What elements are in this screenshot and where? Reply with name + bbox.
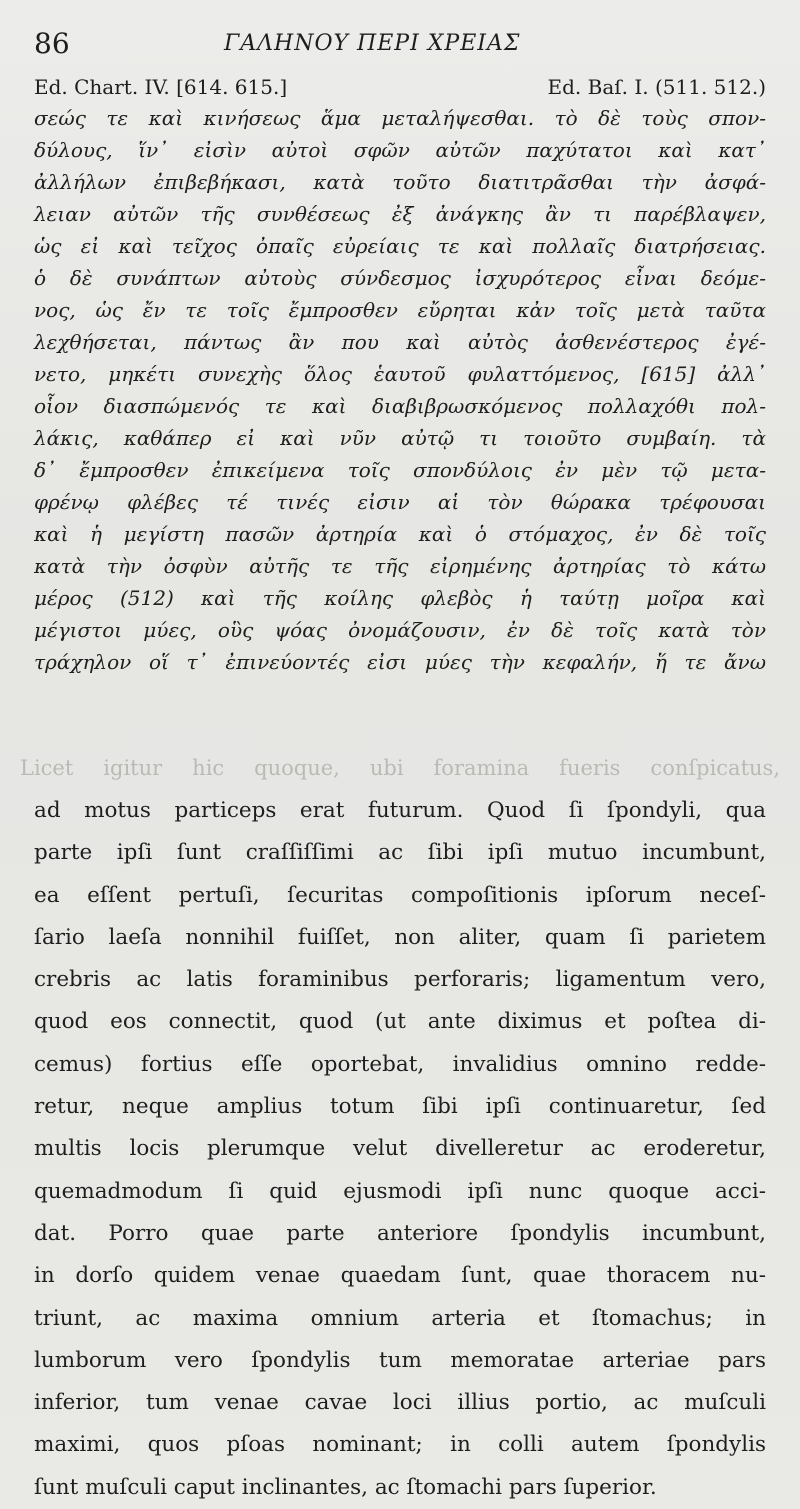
greek-line: σεώς τε καὶ κινήσεως ἅμα μεταλήψεσθαι. τὸ δὲ τοὺς σπον- <box>34 106 766 130</box>
greek-line: δύλους, ἵν᾽ εἰσὶν αὐτοὶ σφῶν αὐτῶν παχύτατοι καὶ κατ᾽ <box>34 138 766 162</box>
greek-text-block <box>34 102 766 678</box>
greek-line: νετο, μηκέτι συνεχὴς ὅλος ἑαυτοῦ φυλαττόμενος, [615] ἀλλ᾽ <box>34 362 766 386</box>
greek-line: ὁ δὲ συνάπτων αὐτοὺς σύνδεσμος ἰσχυρότερος εἶναι δεόμε- <box>34 266 766 290</box>
greek-line: λειαν αὐτῶν τῆς συνθέσεως ἐξ ἀνάγκης ἂν τι παρέβλαψεν, <box>34 202 766 226</box>
latin-line: in dorſo quidem venae quaedam ſunt, quae thoracem nu- <box>34 1263 766 1289</box>
greek-line: λεχθήσεται, πάντως ἂν που καὶ αὐτὸς ἀσθενέστερος ἐγέ- <box>34 330 766 354</box>
bleed-through-text: Licet igitur hic quoque, ubi foramina fueris conſpicatus, <box>20 756 780 780</box>
latin-line: crebris ac latis foraminibus perforaris; ligamentum vero, <box>34 967 766 993</box>
greek-line: μέγιστοι μύες, οὓς ψόας ὀνομάζουσιν, ἐν δὲ τοῖς κατὰ τὸν <box>34 618 766 642</box>
latin-line: triunt, ac maxima omnium arteria et ſtomachus; in <box>34 1305 766 1331</box>
greek-line: τράχηλον οἵ τ᾽ ἐπινεύοντές εἰσι μύες τὴν κεφαλήν, ἥ τε ἄνω <box>34 650 766 674</box>
greek-line: ὡς εἰ καὶ τεῖχος ὀπαῖς εὐρείαις τε καὶ πολλαῖς διατρήσειας. <box>34 234 766 258</box>
greek-line: νος, ὡς ἔν τε τοῖς ἔμπροσθεν εὔρηται κἀν τοῖς μετὰ ταῦτα <box>34 298 766 322</box>
latin-line: parte ipſi ſunt craſſiſſimi ac ſibi ipſi mutuo incumbunt, <box>34 840 766 866</box>
edition-references <box>34 72 766 102</box>
latin-line: inferior, tum venae cavae loci illius portio, ac muſculi <box>34 1390 766 1416</box>
latin-line: ſario laeſa nonnihil fuiſſet, non aliter, quam ſi parietem <box>34 924 766 950</box>
running-head <box>34 26 766 62</box>
edition-chartier: Ed. Chart. IV. [614. 615.] <box>34 75 288 99</box>
latin-line: ea eſſent pertuſi, ſecuritas compoſitionis ipſorum neceſ- <box>34 882 766 908</box>
latin-line: ſunt muſculi caput inclinantes, ac ſtomachi pars ſuperior. <box>34 1474 657 1500</box>
edition-basel: Ed. Baſ. I. (511. 512.) <box>547 75 766 99</box>
latin-line: quod eos connectit, quod (ut ante diximus et poſtea di- <box>34 1009 766 1035</box>
latin-line: quemadmodum ſi quid ejusmodi ipſi nunc quoque acci- <box>34 1178 766 1204</box>
latin-line: dat. Porro quae parte anteriore ſpondylis incumbunt, <box>34 1220 766 1246</box>
page-number: 86 <box>34 27 70 60</box>
latin-line: cemus) fortius eſſe oportebat, invalidius omnino redde- <box>34 1051 766 1077</box>
latin-line: ad motus particeps erat futurum. Quod ſi ſpondyli, qua <box>34 798 766 823</box>
latin-text-block <box>34 790 766 1509</box>
latin-line: maximi, quos pſoas nominant; in colli autem ſpondylis <box>34 1432 766 1458</box>
greek-line: καὶ ἡ μεγίστη πασῶν ἀρτηρία καὶ ὁ στόμαχος, ἐν δὲ τοῖς <box>34 522 766 546</box>
greek-line: ἀλλήλων ἐπιβεβήκασι, κατὰ τοῦτο διατιτρᾶσθαι τὴν ἀσφά- <box>34 170 766 194</box>
greek-line: κατὰ τὴν ὀσφὺν αὐτῆς τε τῆς εἰρημένης ἀρτηρίας τὸ κάτω <box>34 554 766 578</box>
greek-line: οἷον διασπώμενός τε καὶ διαβιβρωσκόμενος πολλαχόθι πολ- <box>34 394 766 418</box>
latin-line: lumborum vero ſpondylis tum memoratae arteriae pars <box>34 1347 766 1373</box>
greek-line: λάκις, καθάπερ εἰ καὶ νῦν αὐτῷ τι τοιοῦτο συμβαίη. τὰ <box>34 426 766 450</box>
greek-line: μέρος (512) καὶ τῆς κοίλης φλεβὸς ἡ ταύτῃ μοῖρα καὶ <box>34 586 766 610</box>
greek-line: δ᾽ ἔμπροσθεν ἐπικείμενα τοῖς σπονδύλοις ἐν μὲν τῷ μετα- <box>34 458 766 482</box>
greek-line: φρένῳ φλέβες τέ τινές εἰσιν αἱ τὸν θώρακα τρέφουσαι <box>34 490 766 514</box>
latin-line: retur, neque amplius totum ſibi ipſi continuaretur, ſed <box>34 1094 766 1120</box>
running-title: ΓΑΛΗΝΟΥ ΠΕΡΙ ΧΡΕΙΑΣ <box>224 31 521 56</box>
latin-line: multis locis plerumque velut divelleretur ac eroderetur, <box>34 1136 766 1162</box>
